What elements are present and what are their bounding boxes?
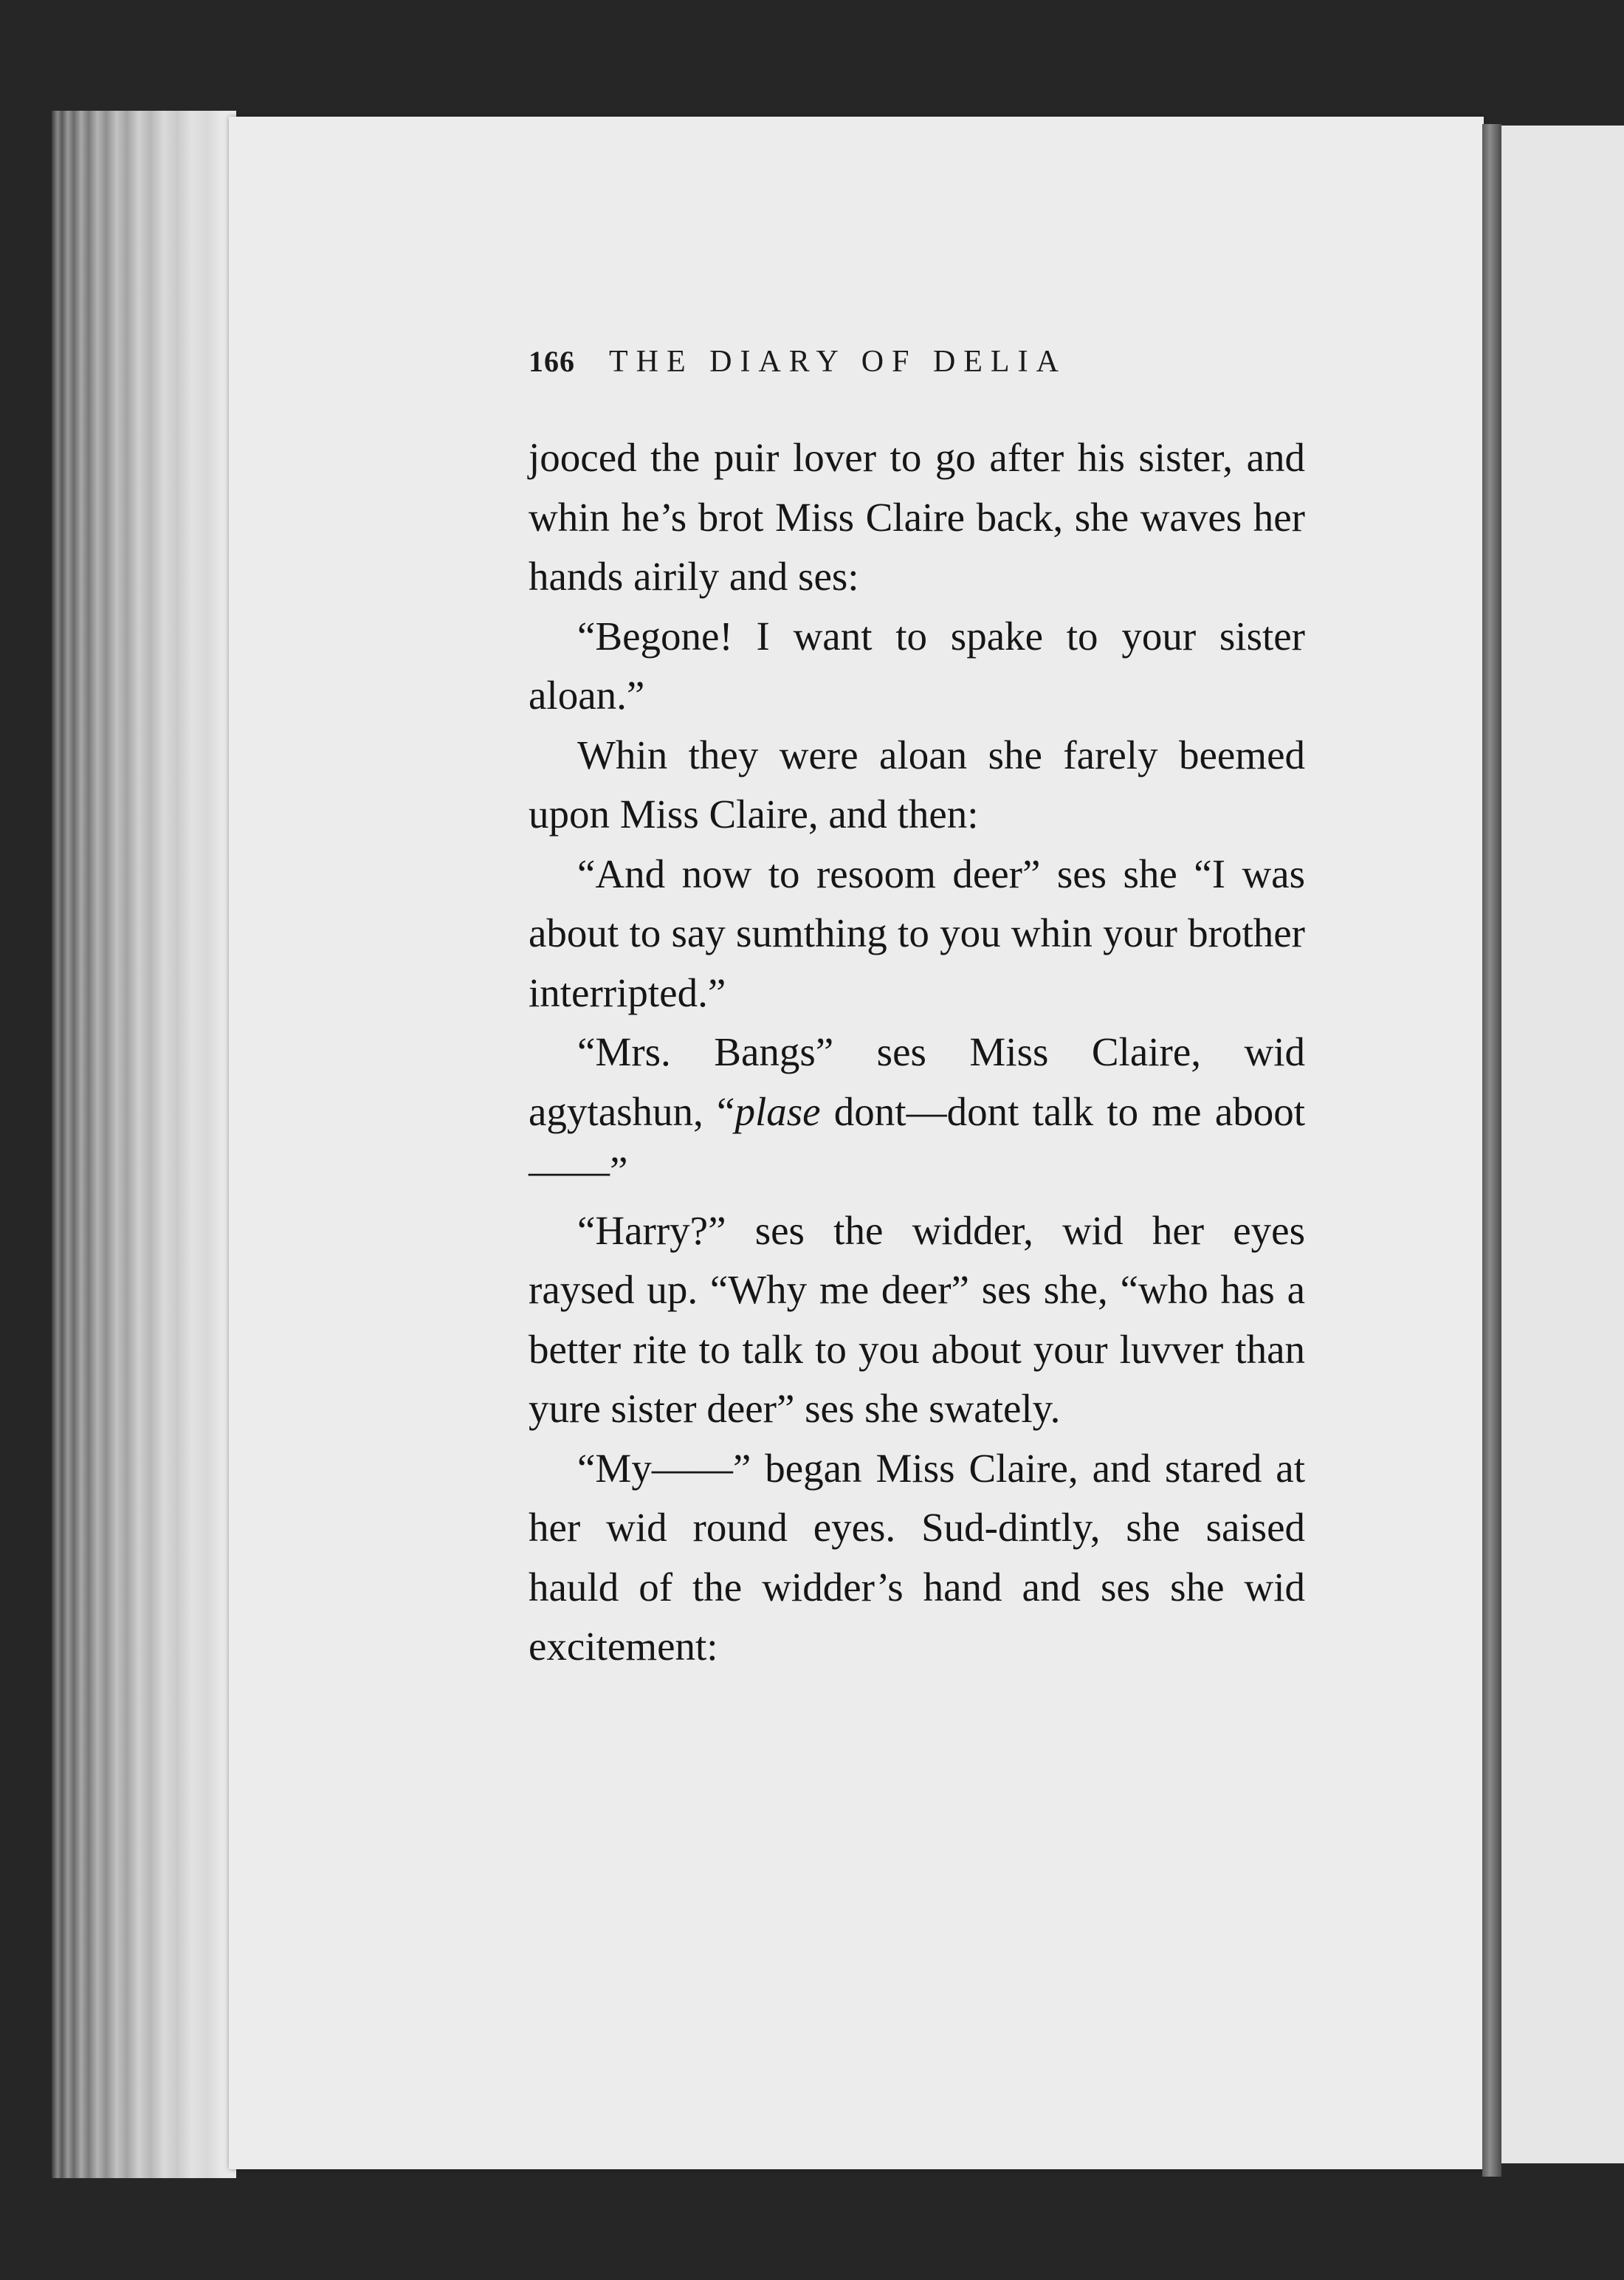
book-gutter xyxy=(1482,124,1501,2177)
paragraph-text: dont—dont talk to me aboot——” xyxy=(529,1088,1306,1193)
page-edges xyxy=(52,111,236,2178)
facing-page xyxy=(1501,126,1624,2163)
paragraph-text: “Mrs. Bangs” ses Miss Claire, wid agytashun, “ xyxy=(529,1029,1305,1134)
paragraph: jooced the puir lover to go after his sister, and whin he’s brot Miss Claire back, she waves her hands airily and ses: xyxy=(529,435,1305,599)
paragraph: “Harry?” ses the widder, wid her eyes raysed up. “Why me deer” ses she, “who has a better rite to talk to you about your luvver than yure sister deer” ses she swately. xyxy=(529,1207,1305,1431)
paragraph xyxy=(529,1023,1305,1201)
paragraph: Whin they were aloan she farely beemed upon Miss Claire, and then: xyxy=(529,732,1305,837)
page-number: 166 xyxy=(529,345,575,378)
paragraph: “My——” began Miss Claire, and stared at her wid round eyes. Sud-dintly, she saised hauld of the widder’s hand and ses she wid excitement: xyxy=(529,1445,1305,1669)
running-title: THE DIARY OF DELIA xyxy=(609,345,1067,379)
running-head xyxy=(529,344,1193,380)
body-text xyxy=(529,428,1305,1677)
paragraph: “Begone! I want to spake to your sister aloan.” xyxy=(529,613,1305,718)
italic-word: plase xyxy=(734,1088,821,1134)
paragraph: “And now to resoom deer” ses she “I was about to say sumthing to you whin your brother interripted.” xyxy=(529,851,1305,1015)
